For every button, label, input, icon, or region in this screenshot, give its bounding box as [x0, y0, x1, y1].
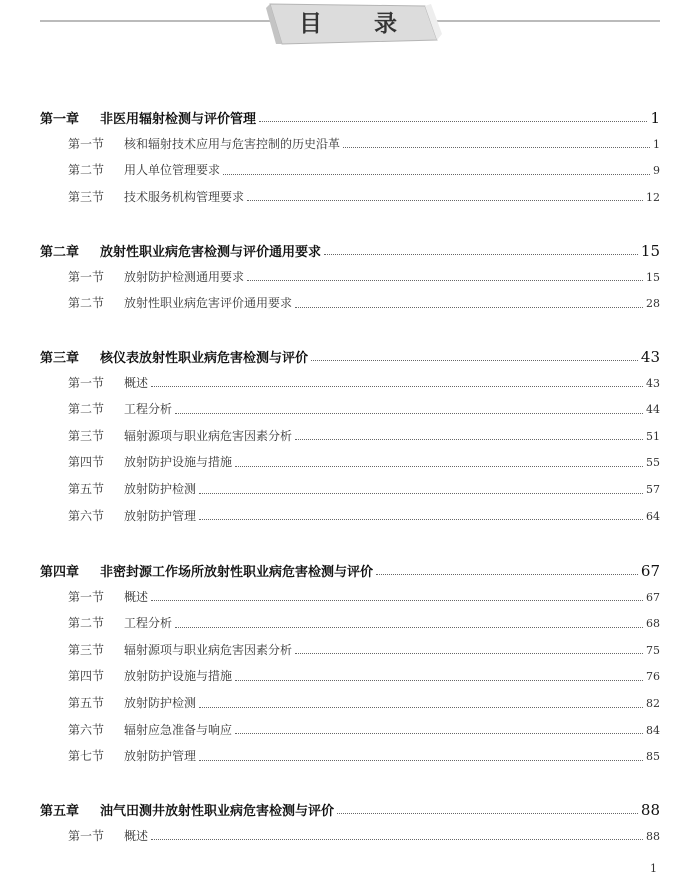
section-title: 技术服务机构管理要求: [124, 189, 245, 204]
page-number: 1: [650, 862, 657, 875]
chapter-number: 第五章: [40, 804, 80, 819]
section-number: 第四节: [68, 669, 105, 684]
section-number: 第一节: [68, 375, 105, 390]
chapter-title: 放射性职业病危害检测与评价通用要求: [100, 245, 322, 260]
dot-leader: [376, 574, 638, 575]
section-page: 88: [646, 829, 660, 843]
dot-leader: [295, 439, 643, 440]
section-title: 辐射源项与职业病危害因素分析: [124, 642, 293, 657]
dot-leader: [324, 254, 638, 255]
toc-section-row[interactable]: [68, 694, 660, 716]
dot-leader: [151, 386, 643, 387]
section-page: 57: [646, 483, 660, 496]
chapter-title: 核仪表放射性职业病危害检测与评价: [100, 351, 309, 366]
dot-leader: [343, 147, 650, 148]
section-title: 放射防护设施与措施: [124, 455, 233, 470]
dot-leader: [151, 839, 643, 840]
section-page: 75: [646, 643, 660, 657]
dot-leader: [235, 733, 643, 734]
section-page: 44: [646, 403, 660, 417]
section-number: 第五节: [68, 482, 105, 496]
section-number: 第一节: [68, 269, 105, 284]
section-page: 76: [646, 670, 660, 684]
dot-leader: [199, 707, 643, 708]
toc-section-row[interactable]: [68, 268, 660, 290]
toc-chapter-row[interactable]: [40, 800, 660, 822]
toc-section-row[interactable]: [68, 374, 660, 396]
section-page: 55: [646, 456, 660, 470]
section-page: 68: [646, 617, 660, 631]
toc-chapter-row[interactable]: [40, 108, 660, 130]
toc-section-row[interactable]: [68, 827, 660, 849]
section-number: 第二节: [68, 616, 105, 631]
toc-chapter-row[interactable]: [40, 241, 660, 263]
toc-section-row[interactable]: [68, 480, 660, 502]
section-number: 第一节: [68, 589, 105, 604]
section-number: 第一节: [68, 136, 105, 151]
chapter-page: 67: [640, 562, 660, 580]
section-number: 第三节: [68, 642, 105, 657]
section-title: 核和辐射技术应用与危害控制的历史沿革: [124, 136, 341, 151]
section-title: 放射防护检测通用要求: [124, 269, 245, 284]
section-title: 概述: [124, 375, 149, 390]
toc-section-row[interactable]: [68, 667, 660, 689]
toc-section-row[interactable]: [68, 135, 660, 157]
section-page: 1: [653, 137, 660, 151]
section-page: 67: [646, 590, 660, 604]
section-page: 28: [646, 297, 660, 311]
chapter-number: 第一章: [40, 112, 80, 127]
chapter-title: 非医用辐射检测与评价管理: [100, 112, 257, 127]
toc-section-row[interactable]: [68, 427, 660, 449]
section-number: 第七节: [68, 749, 105, 764]
dot-leader: [259, 121, 647, 122]
toc-title: 目 录: [298, 11, 419, 37]
section-number: 第一节: [68, 828, 105, 843]
section-title: 辐射应急准备与响应: [124, 722, 233, 737]
toc-section-row[interactable]: [68, 507, 660, 529]
section-title: 放射性职业病危害评价通用要求: [124, 296, 293, 311]
toc-section-row[interactable]: [68, 294, 660, 316]
section-title: 概述: [124, 828, 149, 843]
section-number: 第五节: [68, 696, 105, 710]
section-number: 第六节: [68, 722, 105, 737]
section-title: 放射防护设施与措施: [124, 669, 233, 684]
chapter-number: 第二章: [40, 245, 80, 260]
section-page: 43: [646, 376, 660, 390]
page-header: [0, 0, 691, 60]
dot-leader: [235, 680, 643, 681]
toc-section-row[interactable]: [68, 747, 660, 769]
dot-leader: [337, 813, 638, 814]
section-title: 概述: [124, 589, 149, 604]
section-page: 51: [646, 429, 660, 443]
chapter-page: 43: [640, 348, 660, 366]
chapter-title: 油气田测井放射性职业病危害检测与评价: [100, 804, 335, 819]
section-title: 放射防护检测: [124, 696, 197, 710]
dot-leader: [199, 493, 643, 494]
section-page: 15: [646, 270, 660, 284]
section-page: 85: [646, 750, 660, 764]
dot-leader: [247, 280, 643, 281]
section-title: 放射防护检测: [124, 482, 197, 496]
section-title: 辐射源项与职业病危害因素分析: [124, 428, 293, 443]
section-number: 第二节: [68, 163, 105, 178]
dot-leader: [295, 307, 643, 308]
section-page: 12: [646, 190, 660, 204]
dot-leader: [199, 760, 643, 761]
section-number: 第四节: [68, 455, 105, 470]
toc-chapter-row[interactable]: [40, 561, 660, 583]
dot-leader: [175, 627, 643, 628]
dot-leader: [199, 519, 643, 520]
toc-section-row[interactable]: [68, 400, 660, 422]
dot-leader: [247, 200, 643, 201]
dot-leader: [295, 653, 643, 654]
section-page: 82: [646, 697, 660, 710]
toc-section-row[interactable]: [68, 721, 660, 743]
toc-section-row[interactable]: [68, 453, 660, 475]
section-title: 用人单位管理要求: [124, 163, 221, 178]
chapter-number: 第四章: [40, 565, 80, 580]
chapter-title: 非密封源工作场所放射性职业病危害检测与评价: [100, 565, 374, 580]
section-page: 64: [646, 509, 660, 523]
dot-leader: [175, 413, 643, 414]
section-page: 9: [653, 164, 660, 178]
dot-leader: [223, 174, 650, 175]
toc-section-row[interactable]: [68, 161, 660, 183]
chapter-number: 第三章: [40, 351, 80, 366]
section-page: 84: [646, 723, 660, 737]
chapter-page: 88: [640, 801, 660, 819]
toc-section-row[interactable]: [68, 641, 660, 663]
section-number: 第六节: [68, 508, 105, 523]
section-title: 工程分析: [124, 616, 173, 631]
toc-section-row[interactable]: [68, 188, 660, 210]
dot-leader: [151, 600, 643, 601]
section-number: 第三节: [68, 428, 105, 443]
section-title: 放射防护管理: [124, 749, 197, 764]
chapter-page: 1: [650, 109, 660, 127]
toc-section-row[interactable]: [68, 588, 660, 610]
toc-chapter-row[interactable]: [40, 347, 660, 369]
section-number: 第三节: [68, 189, 105, 204]
section-number: 第二节: [68, 296, 105, 311]
dot-leader: [235, 466, 643, 467]
section-title: 工程分析: [124, 402, 173, 417]
toc-section-row[interactable]: [68, 614, 660, 636]
chapter-page: 15: [640, 242, 660, 260]
section-title: 放射防护管理: [124, 508, 197, 523]
dot-leader: [311, 360, 638, 361]
section-number: 第二节: [68, 402, 105, 417]
